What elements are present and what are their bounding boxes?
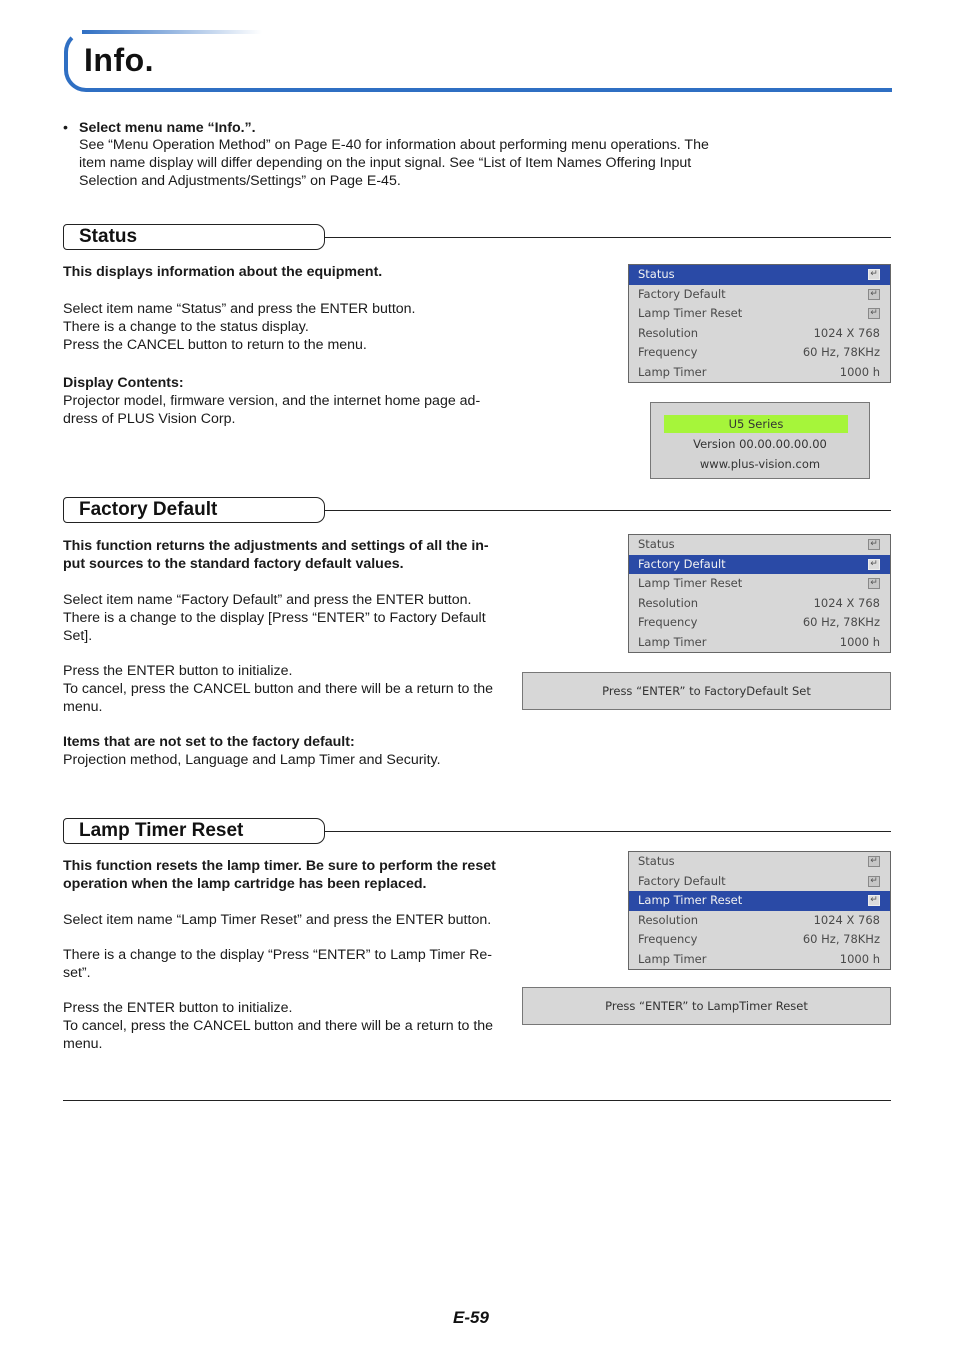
factory-default-instructions (63, 591, 486, 645)
enter-key-icon: ↵ (868, 559, 880, 570)
firmware-version: Version 00.00.00.00.00 (693, 437, 827, 451)
text-line: menu. (63, 1036, 103, 1052)
menu-item-value: 1024 X 768 (813, 912, 880, 927)
menu-item-label: Lamp Timer Reset (638, 893, 743, 907)
menu-item-factory-default[interactable] (629, 872, 890, 892)
menu-item-label: Resolution (638, 595, 699, 610)
enter-key-icon: ↵ (868, 895, 880, 906)
text-line: This function returns the adjustments and settings of all the in- (63, 538, 489, 554)
menu-item-label: Resolution (638, 912, 699, 927)
intro-line: Selection and Adjustments/Settings” on Page E-45. (79, 173, 401, 189)
menu-item-value: 1024 X 768 (813, 595, 880, 610)
intro-line: item name display will differ depending on the input signal. See “List of Item Names Offering Input (79, 155, 692, 171)
text-line: To cancel, press the CANCEL button and there will be a return to the (63, 681, 494, 697)
text-line: Press the ENTER button to initialize. (63, 1000, 293, 1016)
factory-default-lead (63, 537, 489, 573)
menu-item-lamp-timer-reset[interactable] (629, 304, 890, 324)
menu-item-lamp-timer-reset[interactable] (629, 574, 890, 594)
text-line: menu. (63, 699, 103, 715)
menu-item-value: 1000 h (839, 634, 880, 649)
menu-item-status[interactable] (629, 535, 890, 555)
text-line: put sources to the standard factory default values. (63, 556, 404, 572)
text-line: Set]. (63, 628, 93, 644)
section-rule (325, 831, 891, 832)
factory-default-prompt: Press “ENTER” to FactoryDefault Set (522, 672, 891, 710)
osd-menu-lamp-timer-reset (628, 851, 891, 970)
osd-menu-factory-default (628, 534, 891, 653)
lamp-timer-reset-select: Select item name “Lamp Timer Reset” and press the ENTER button. (63, 912, 492, 928)
text-line: Projector model, firmware version, and the internet home page ad- (63, 393, 481, 409)
text-line: Press the ENTER button to initialize. (63, 663, 293, 679)
section-title: Status (79, 226, 138, 247)
text-line: There is a change to the status display. (63, 319, 309, 335)
menu-item-frequency (629, 343, 890, 363)
status-lead: This displays information about the equipment. (63, 264, 383, 280)
factory-default-initialize (63, 662, 493, 716)
intro-paragraph (79, 136, 739, 190)
text-line: This function resets the lamp timer. Be sure to perform the reset (63, 858, 496, 874)
menu-item-label: Factory Default (638, 556, 726, 571)
menu-item-label: Frequency (638, 615, 698, 629)
text-line: There is a change to the display “Press “ENTER” to Lamp Timer Re- (63, 947, 492, 963)
menu-item-value: 1000 h (839, 364, 880, 379)
intro-line: See “Menu Operation Method” on Page E-40 for information about performing menu operations. The (79, 137, 709, 153)
menu-item-frequency (629, 613, 890, 633)
menu-item-label: Status (638, 267, 675, 281)
menu-item-label: Frequency (638, 932, 698, 946)
text-line: There is a change to the display [Press “ENTER” to Factory Default (63, 610, 486, 626)
menu-item-label: Frequency (638, 345, 698, 359)
title-frame (64, 30, 892, 92)
section-rule (325, 237, 891, 238)
menu-item-factory-default[interactable] (629, 555, 890, 575)
text-line: dress of PLUS Vision Corp. (63, 411, 236, 427)
section-header-factory-default (63, 497, 325, 523)
text-line: set”. (63, 965, 91, 981)
display-contents-text (63, 392, 480, 428)
menu-item-value: 1000 h (839, 951, 880, 966)
menu-item-resolution (629, 594, 890, 614)
menu-item-lamp-timer (629, 633, 890, 653)
section-rule (325, 510, 891, 511)
lamp-timer-reset-display-change (63, 946, 492, 982)
menu-item-value: 60 Hz, 78KHz (802, 345, 880, 359)
display-contents-heading: Display Contents: (63, 375, 184, 391)
menu-item-label: Factory Default (638, 873, 726, 888)
title-accent-bar (82, 30, 262, 34)
footer-rule (63, 1100, 891, 1101)
menu-item-factory-default[interactable] (629, 285, 890, 305)
section-header-lamp-timer-reset (63, 818, 325, 844)
page-number: E-59 (453, 1308, 489, 1327)
section-title: Lamp Timer Reset (79, 820, 244, 841)
osd-menu-status (628, 264, 891, 383)
menu-item-label: Lamp Timer Reset (638, 306, 743, 320)
menu-item-status[interactable] (629, 265, 890, 285)
model-name: U5 Series (664, 415, 848, 433)
menu-item-label: Status (638, 537, 675, 551)
menu-item-label: Status (638, 854, 675, 868)
enter-key-icon: ↵ (868, 856, 880, 867)
text-line: Select item name “Factory Default” and press the ENTER button. (63, 592, 472, 608)
menu-item-status[interactable] (629, 852, 890, 872)
status-display-box (650, 402, 870, 479)
menu-item-label: Lamp Timer (638, 951, 707, 966)
menu-item-frequency (629, 930, 890, 950)
enter-key-icon: ↵ (868, 876, 880, 887)
status-instructions (63, 300, 416, 354)
menu-item-lamp-timer-reset[interactable] (629, 891, 890, 911)
intro-bullet: • (63, 120, 68, 136)
section-title: Factory Default (79, 499, 218, 520)
text-line: Select item name “Status” and press the ENTER button. (63, 301, 416, 317)
menu-item-label: Resolution (638, 325, 699, 340)
menu-item-lamp-timer (629, 363, 890, 383)
enter-key-icon: ↵ (868, 269, 880, 280)
enter-key-icon: ↵ (868, 308, 880, 319)
menu-item-label: Lamp Timer (638, 364, 707, 379)
intro-heading: Select menu name “Info.”. (79, 120, 256, 136)
menu-item-label: Lamp Timer (638, 634, 707, 649)
menu-item-lamp-timer (629, 950, 890, 970)
home-page-url: www.plus-vision.com (699, 457, 821, 471)
lamp-timer-reset-initialize (63, 999, 493, 1053)
not-reset-items: Projection method, Language and Lamp Timer and Security. (63, 752, 441, 768)
text-line: Press the CANCEL button to return to the menu. (63, 337, 367, 353)
not-reset-heading: Items that are not set to the factory default: (63, 734, 355, 750)
text-line: operation when the lamp cartridge has been replaced. (63, 876, 427, 892)
menu-item-value: 1024 X 768 (813, 325, 880, 340)
menu-item-resolution (629, 324, 890, 344)
section-header-status (63, 224, 325, 250)
enter-key-icon: ↵ (868, 578, 880, 589)
page-title: Info. (84, 42, 155, 78)
menu-item-label: Lamp Timer Reset (638, 576, 743, 590)
text-line: To cancel, press the CANCEL button and there will be a return to the (63, 1018, 494, 1034)
lamp-timer-reset-lead (63, 857, 496, 893)
menu-item-value: 60 Hz, 78KHz (802, 615, 880, 629)
menu-item-label: Factory Default (638, 286, 726, 301)
menu-item-value: 60 Hz, 78KHz (802, 932, 880, 946)
enter-key-icon: ↵ (868, 289, 880, 300)
lamp-timer-reset-prompt: Press “ENTER” to LampTimer Reset (522, 987, 891, 1025)
enter-key-icon: ↵ (868, 539, 880, 550)
menu-item-resolution (629, 911, 890, 931)
